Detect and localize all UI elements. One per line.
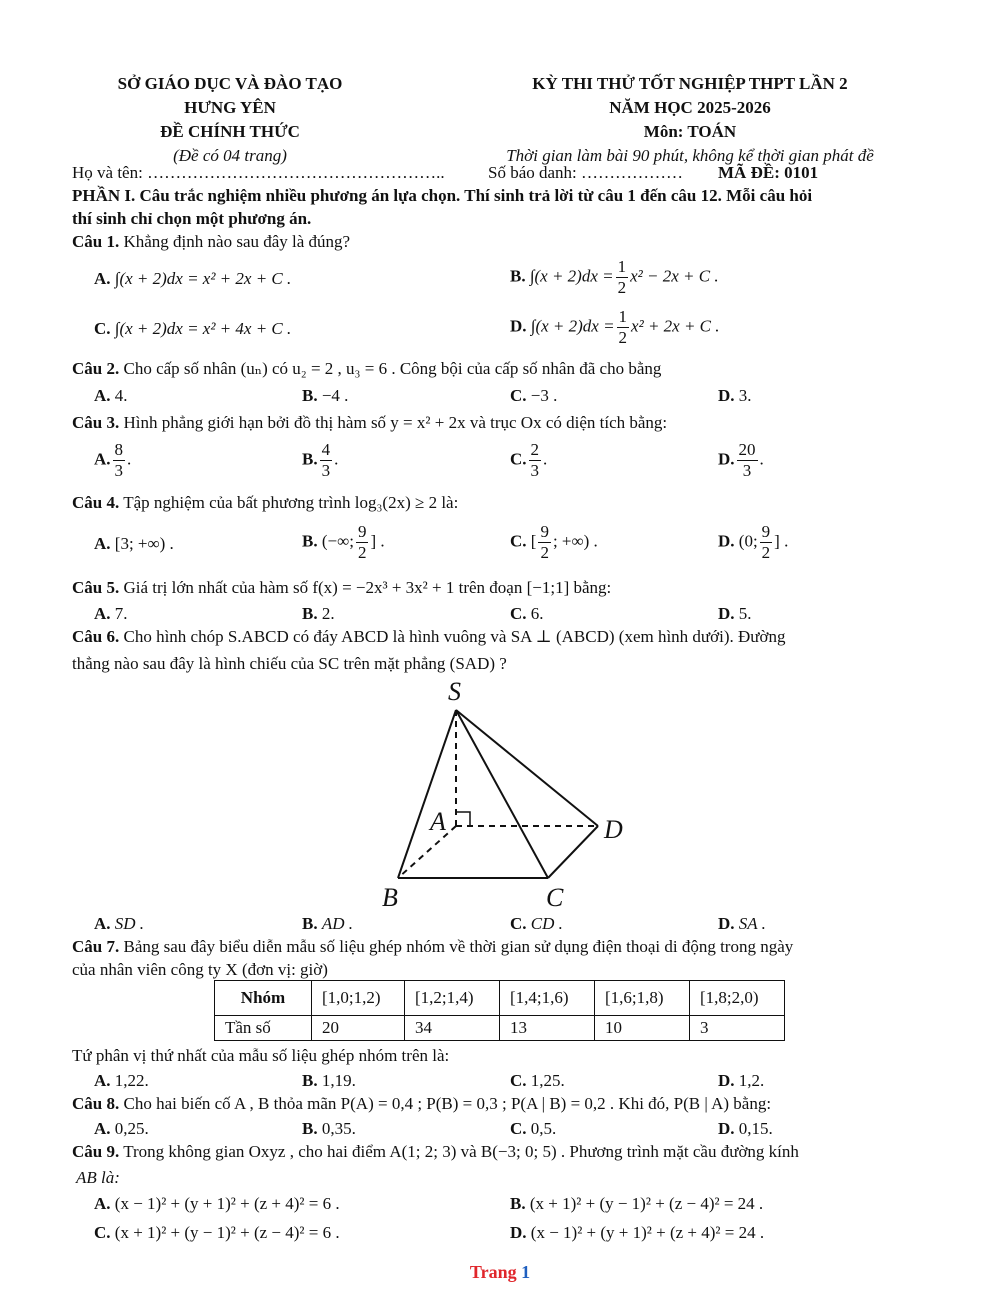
question-8: Câu 8. Cho hai biến cố A , B thỏa mãn P(A) = 0,4 ; P(B) = 0,3 ; P(A | B) = 0,2 . Khi đó, P(B | A) bằng: bbox=[72, 1094, 772, 1113]
part1-title-2: thí sinh chỉ chọn một phương án. bbox=[72, 209, 312, 228]
q3-option-b[interactable]: B. $\frac{4}{3}$ . bbox=[302, 440, 339, 480]
fraction: $\frac{20}{3}$ bbox=[738, 440, 756, 480]
q6-option-b[interactable]: B. AD . bbox=[302, 914, 354, 933]
q5-option-a[interactable]: A. 7. bbox=[94, 604, 128, 623]
question-2 bbox=[72, 358, 661, 380]
fraction: $\frac{1}{2}$ bbox=[618, 307, 628, 347]
q3-option-c[interactable]: C. $\frac{2}{3}$ . bbox=[510, 440, 548, 480]
q6-option-a[interactable]: A. SD . bbox=[94, 914, 145, 933]
edge-SB bbox=[398, 710, 456, 878]
table-cell: [1,0;1,2) bbox=[312, 981, 405, 1016]
table-cell: [1,2;1,4) bbox=[405, 981, 500, 1016]
table-cell: [1,4;1,6) bbox=[500, 981, 595, 1016]
fraction: $\frac{4}{3}$ bbox=[321, 440, 331, 480]
q3-option-d[interactable]: D. $\frac{20}{3}$ . bbox=[718, 440, 764, 480]
question-6: Câu 6. Cho hình chóp S.ABCD có đáy ABCD là hình vuông và SA ⊥ (ABCD) (xem hình dưới). Đường bbox=[72, 627, 786, 646]
dept-name: SỞ GIÁO DỤC VÀ ĐÀO TẠO bbox=[117, 74, 343, 93]
exam-title: KỲ THI THỬ TỐT NGHIỆP THPT LẦN 2 bbox=[532, 74, 848, 93]
q2-option-c[interactable]: C. −3 . bbox=[510, 386, 558, 405]
header-right bbox=[420, 72, 960, 168]
option-text: ∫(x + 2)dx = x² + 2x + C . bbox=[114, 269, 292, 288]
question-6-line2: thẳng nào sau đây là hình chiếu của SC trên mặt phẳng (SAD) ? bbox=[72, 654, 507, 673]
q2-option-b[interactable]: B. −4 . bbox=[302, 386, 349, 405]
fraction: $\frac{9}{2}$ bbox=[357, 522, 367, 562]
q5-option-c[interactable]: C. 6. bbox=[510, 604, 544, 623]
q7-option-a[interactable]: A. 1,22. bbox=[94, 1071, 149, 1090]
q8-option-b[interactable]: B. 0,35. bbox=[302, 1119, 356, 1138]
table-cell: [1,8;2,0) bbox=[690, 981, 785, 1016]
question-4: Câu 4. Tập nghiệm của bất phương trình log₃(2x) ≥ 2 là: bbox=[72, 493, 459, 512]
q5-option-b[interactable]: B. 2. bbox=[302, 604, 335, 623]
frequency-table bbox=[214, 980, 785, 1041]
table-cell: [1,6;1,8) bbox=[595, 981, 690, 1016]
candidate-number-field: Số báo danh: ……………… bbox=[488, 163, 684, 182]
q7-option-c[interactable]: C. 1,25. bbox=[510, 1071, 565, 1090]
option-label: D. bbox=[510, 316, 527, 336]
q1-option-c[interactable] bbox=[94, 318, 291, 340]
page-number: 1 bbox=[521, 1262, 531, 1282]
q8-option-a[interactable]: A. 0,25. bbox=[94, 1119, 149, 1138]
q6-option-c[interactable]: C. CD . bbox=[510, 914, 563, 933]
q6-option-d[interactable]: D. SA . bbox=[718, 914, 766, 933]
page-footer bbox=[0, 1262, 1000, 1283]
school-year: NĂM HỌC 2025-2026 bbox=[609, 98, 771, 117]
right-angle-mark bbox=[456, 812, 470, 826]
q4-option-a[interactable]: A. [3; +∞) . bbox=[94, 534, 174, 553]
table-cell: 13 bbox=[500, 1016, 595, 1041]
q7-option-b[interactable]: B. 1,19. bbox=[302, 1071, 356, 1090]
page-count: (Đề có 04 trang) bbox=[173, 146, 287, 165]
table-cell: 3 bbox=[690, 1016, 785, 1041]
option-text: ∫(x + 2)dx = x² + 4x + C . bbox=[114, 319, 292, 338]
q4-option-d[interactable]: D. (0; $\frac{9}{2}$ ] . bbox=[718, 522, 789, 562]
option-text: x² − 2x + C . bbox=[630, 266, 719, 286]
vertex-S: S bbox=[448, 677, 461, 706]
header-left bbox=[60, 72, 400, 168]
edge-CD bbox=[548, 826, 598, 878]
table-cell: 20 bbox=[312, 1016, 405, 1041]
fraction: $\frac{2}{3}$ bbox=[530, 440, 540, 480]
q2-option-a[interactable]: A. 4. bbox=[94, 386, 128, 405]
edge-SC bbox=[456, 710, 548, 878]
fraction: $\frac{9}{2}$ bbox=[761, 522, 771, 562]
question-7-line2: của nhân viên công ty X (đơn vị: giờ) bbox=[72, 960, 328, 979]
q4-option-b[interactable]: B. (−∞; $\frac{9}{2}$ ] . bbox=[302, 522, 385, 562]
official-label: ĐỀ CHÍNH THỨC bbox=[160, 122, 300, 141]
fraction: $\frac{1}{2}$ bbox=[617, 257, 627, 297]
subject: Môn: TOÁN bbox=[643, 122, 737, 141]
question-9-line2: AB là: bbox=[76, 1168, 120, 1187]
q7-option-d[interactable]: D. 1,2. bbox=[718, 1071, 765, 1090]
q3-option-a[interactable]: A. $\frac{8}{3}$ . bbox=[94, 440, 132, 480]
question-3: Câu 3. Hình phẳng giới hạn bởi đồ thị hàm số y = x² + 2x và trục Ox có diện tích bằng: bbox=[72, 413, 668, 432]
question-number: Câu 2. bbox=[72, 359, 120, 378]
table-row bbox=[215, 981, 785, 1016]
option-text: x² + 2x + C . bbox=[631, 316, 720, 336]
q9-option-a[interactable]: A. (x − 1)² + (y + 1)² + (z + 4)² = 6 . bbox=[94, 1194, 340, 1213]
option-label: B. bbox=[510, 266, 526, 286]
fraction: $\frac{9}{2}$ bbox=[540, 522, 549, 562]
table-cell: Tần số bbox=[215, 1016, 312, 1041]
question-5: Câu 5. Giá trị lớn nhất của hàm số f(x) = −2x³ + 3x² + 1 trên đoạn [−1;1] bằng: bbox=[72, 578, 612, 597]
option-text: ∫(x + 2)dx = bbox=[529, 266, 614, 286]
exam-code: MÃ ĐỀ: 0101 bbox=[718, 163, 819, 182]
fraction: $\frac{8}{3}$ bbox=[114, 440, 124, 480]
question-9: Câu 9. Trong không gian Oxyz , cho hai điểm A(1; 2; 3) và B(−3; 0; 5) . Phương trình mặt cầu đường kính bbox=[72, 1142, 799, 1161]
q9-option-d[interactable]: D. (x − 1)² + (y + 1)² + (z + 4)² = 24 . bbox=[510, 1223, 765, 1242]
q8-option-c[interactable]: C. 0,5. bbox=[510, 1119, 557, 1138]
option-text: ∫(x + 2)dx = bbox=[530, 316, 615, 336]
vertex-C: C bbox=[546, 883, 564, 912]
q1-option-d[interactable] bbox=[510, 307, 720, 348]
option-label: C. bbox=[94, 319, 111, 338]
table-row bbox=[215, 1016, 785, 1041]
q2-option-d[interactable]: D. 3. bbox=[718, 386, 752, 405]
vertex-B: B bbox=[382, 883, 398, 912]
table-cell: 34 bbox=[405, 1016, 500, 1041]
question-number: Câu 1. bbox=[72, 232, 120, 251]
q9-option-b[interactable]: B. (x + 1)² + (y − 1)² + (z − 4)² = 24 . bbox=[510, 1194, 764, 1213]
q8-option-d[interactable]: D. 0,15. bbox=[718, 1119, 773, 1138]
q1-option-b[interactable] bbox=[510, 257, 719, 298]
option-label: A. bbox=[94, 269, 111, 288]
q1-option-a[interactable] bbox=[94, 268, 291, 290]
province-name: HƯNG YÊN bbox=[184, 98, 276, 117]
footer-label: Trang bbox=[469, 1262, 517, 1282]
pyramid-figure bbox=[360, 672, 660, 912]
question-text: Cho cấp số nhân (uₙ) có u₂ = 2 , u₃ = 6 . Công bội của cấp số nhân đã cho bằng bbox=[123, 359, 662, 378]
time-note: Thời gian làm bài 90 phút, không kể thời gian phát đề bbox=[506, 146, 874, 165]
table-cell: Nhóm bbox=[215, 981, 312, 1016]
vertex-D: D bbox=[604, 815, 623, 844]
part1-title: PHẦN I. Câu trắc nghiệm nhiều phương án lựa chọn. Thí sinh trả lời từ câu 1 đến câu 12. Mỗi câu hỏi bbox=[72, 186, 813, 205]
q9-option-c[interactable]: C. (x + 1)² + (y − 1)² + (z − 4)² = 6 . bbox=[94, 1223, 340, 1242]
question-7: Câu 7. Bảng sau đây biểu diễn mẫu số liệu ghép nhóm về thời gian sử dụng điện thoại di động trong ngày bbox=[72, 937, 794, 956]
q4-option-c[interactable]: C. [ $\frac{9}{2}$ ; +∞) . bbox=[510, 522, 598, 562]
question-7-line3: Tứ phân vị thứ nhất của mẫu số liệu ghép nhóm trên là: bbox=[72, 1046, 450, 1065]
question-1 bbox=[72, 231, 350, 253]
table-cell: 10 bbox=[595, 1016, 690, 1041]
question-text: Khẳng định nào sau đây là đúng? bbox=[123, 232, 351, 251]
candidate-name-field: Họ và tên: …………………………………………….. bbox=[72, 163, 445, 182]
q5-option-d[interactable]: D. 5. bbox=[718, 604, 752, 623]
edge-SD bbox=[456, 710, 598, 826]
vertex-A: A bbox=[430, 807, 446, 836]
